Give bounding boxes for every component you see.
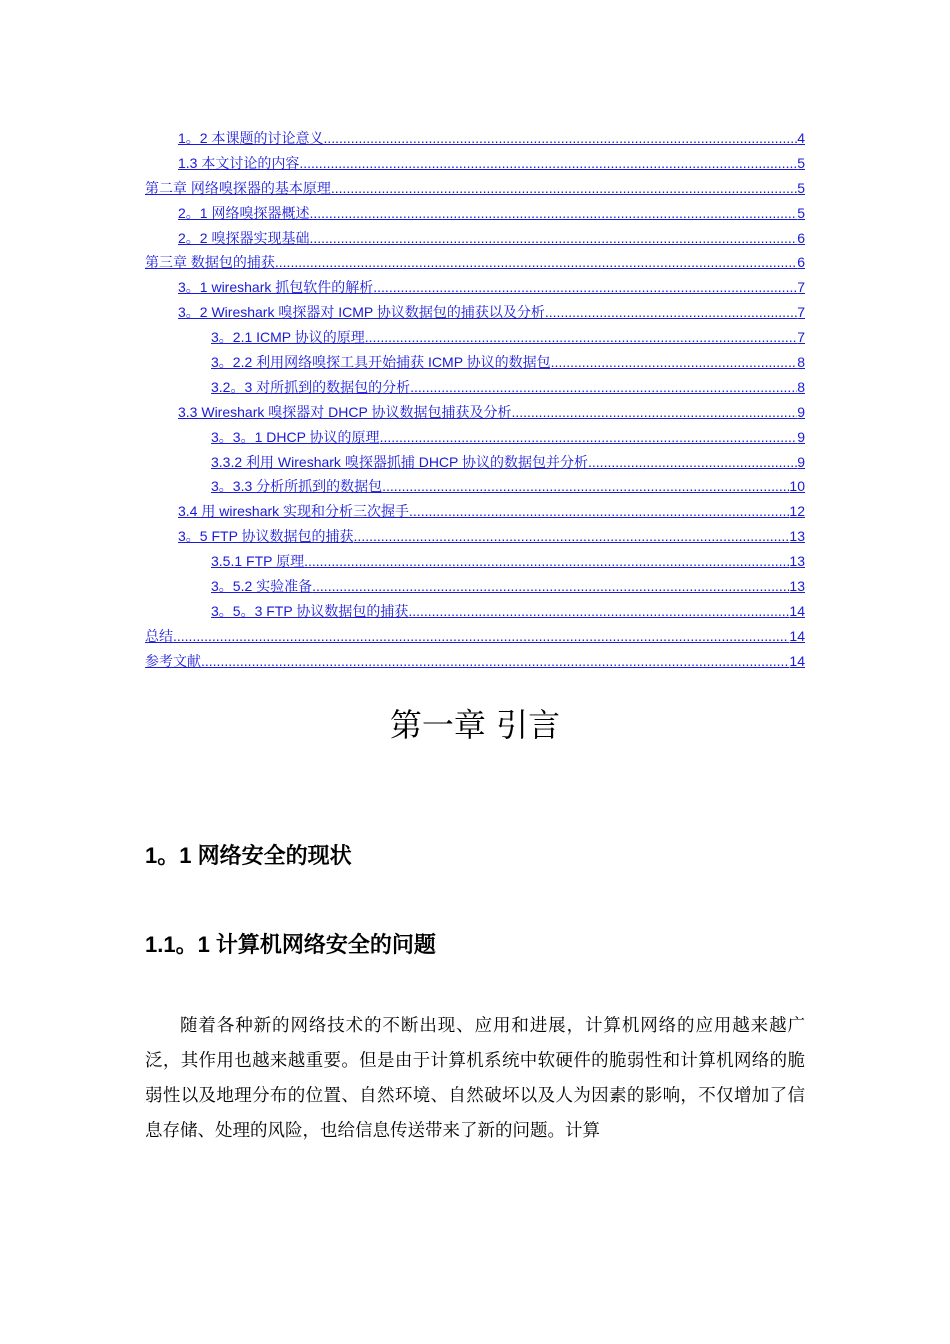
toc-entry[interactable] [145,549,805,574]
toc-page-number: 7 [797,304,805,321]
toc-entry[interactable] [145,300,805,325]
toc-page-number: 8 [797,378,805,395]
toc-dot-leader [511,400,797,425]
toc-entry[interactable] [145,275,805,300]
toc-page-number: 13 [789,553,805,570]
toc-dot-leader [275,250,797,275]
toc-page-number: 12 [789,503,805,520]
toc-entry[interactable] [145,201,805,226]
toc-dot-leader [545,300,797,325]
toc-entry[interactable] [145,450,805,475]
toc-dot-leader [410,375,797,400]
toc-dot-leader [323,126,797,151]
toc-entry-title: 3.5.1 FTP 原理 [211,553,305,570]
toc-entry-title: 2。1 网络嗅探器概述 [178,204,310,221]
toc-page-number: 9 [797,453,805,470]
toc-entry[interactable] [145,574,805,599]
toc-dot-leader [365,325,797,350]
toc-page-number: 14 [789,602,805,619]
toc-page-number: 9 [797,428,805,445]
toc-entry[interactable] [145,375,805,400]
toc-entry-title: 3。3。1 DHCP 协议的原理 [211,428,380,445]
toc-dot-leader [309,226,797,251]
toc-dot-leader [201,649,789,674]
toc-entry-title: 第三章 数据包的捕获 [145,254,275,271]
toc-entry[interactable] [145,524,805,549]
toc-dot-leader [312,574,789,599]
toc-entry-title: 参考文献 [145,652,201,669]
toc-page-number: 13 [789,578,805,595]
toc-page-number: 7 [797,329,805,346]
toc-page-number: 5 [797,179,805,196]
toc-entry-title: 3.4 用 wireshark 实现和分析三次握手 [178,503,410,520]
toc-entry[interactable] [145,151,805,176]
toc-entry-title: 3。2 Wireshark 嗅探器对 ICMP 协议数据包的捕获以及分析 [178,304,545,321]
toc-dot-leader [331,176,797,201]
toc-entry[interactable] [145,499,805,524]
toc-dot-leader [408,599,789,624]
toc-page-number: 14 [789,627,805,644]
toc-entry-title: 3。5.2 实验准备 [211,578,313,595]
toc-dot-leader [382,474,789,499]
toc-entry-title: 2。2 嗅探器实现基础 [178,229,310,246]
toc-dot-leader [588,450,797,475]
toc-entry[interactable] [145,176,805,201]
body-paragraph: 随着各种新的网络技术的不断出现、应用和进展，计算机网络的应用越来越广泛，其作用也越来越重要。但是由于计算机系统中软硬件的脆弱性和计算机网络的脆弱性以及地理分布的位置、自然环境、自然破坏以及人为因素的影响，不仅增加了信息存储、处理的风险，也给信息传送带来了新的问题。计算 [145,1016,805,1141]
toc-dot-leader [354,524,790,549]
toc-entry[interactable] [145,425,805,450]
toc-page-number: 7 [797,279,805,296]
toc-entry[interactable] [145,250,805,275]
toc-entry[interactable] [145,226,805,251]
toc-dot-leader [173,624,789,649]
toc-entry-title: 3。2.2 利用网络嗅探工具开始捕获 ICMP 协议的数据包 [211,354,551,371]
toc-page-number: 5 [797,204,805,221]
toc-entry[interactable] [145,624,805,649]
toc-entry[interactable] [145,325,805,350]
toc-dot-leader [309,201,797,226]
table-of-contents [145,126,805,674]
toc-entry[interactable] [145,400,805,425]
toc-entry[interactable] [145,599,805,624]
toc-entry-title: 3。5 FTP 协议数据包的捕获 [178,528,354,545]
toc-page-number: 6 [797,229,805,246]
toc-dot-leader [304,549,789,574]
toc-dot-leader [380,425,798,450]
chapter-title: 第一章 引言 [389,706,561,744]
toc-dot-leader [409,499,789,524]
toc-entry-title: 第二章 网络嗅探器的基本原理 [145,179,331,196]
toc-entry-title: 3.3 Wireshark 嗅探器对 DHCP 协议数据包捕获及分析 [178,403,512,420]
toc-page-number: 4 [797,130,805,146]
toc-entry-title: 3。3.3 分析所抓到的数据包 [211,478,383,495]
toc-entry-title: 1。2 本课题的讨论意义 [178,130,324,146]
toc-dot-leader [299,151,797,176]
toc-entry[interactable] [145,649,805,674]
toc-entry-title: 3。1 wireshark 抓包软件的解析 [178,279,374,296]
toc-entry-title: 3.2。3 对所抓到的数据包的分析 [211,378,411,395]
toc-entry[interactable] [145,474,805,499]
toc-page-number: 6 [797,254,805,271]
toc-page-number: 10 [789,478,805,495]
toc-entry[interactable] [145,126,805,151]
toc-page-number: 8 [797,354,805,371]
toc-entry-title: 1.3 本文讨论的内容 [178,154,300,171]
toc-dot-leader [551,350,798,375]
toc-page-number: 14 [789,652,805,669]
toc-entry-title: 总结 [145,627,173,644]
toc-entry-title: 3.3.2 利用 Wireshark 嗅探器抓捕 DHCP 协议的数据包并分析 [211,453,589,470]
toc-entry-title: 3。5。3 FTP 协议数据包的捕获 [211,602,409,619]
toc-page-number: 9 [797,403,805,420]
toc-entry[interactable] [145,350,805,375]
toc-page-number: 5 [797,154,805,171]
section-heading: 1。1 网络安全的现状 [145,843,352,868]
toc-entry-title: 3。2.1 ICMP 协议的原理 [211,329,365,346]
toc-dot-leader [373,275,797,300]
subsection-heading: 1.1。1 计算机网络安全的问题 [145,932,436,957]
toc-page-number: 13 [789,528,805,545]
